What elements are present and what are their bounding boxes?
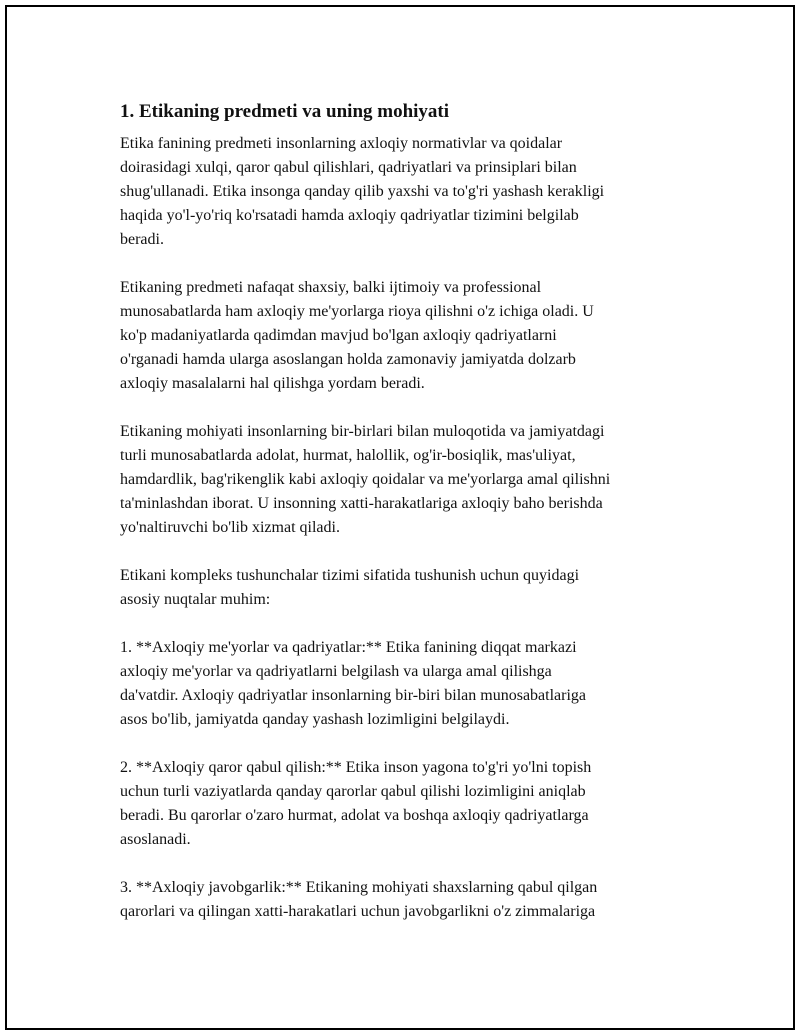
page-frame [5, 5, 795, 1030]
list-item-decision-making: 2. **Axloqiy qaror qabul qilish:** Etika inson yagona to'g'ri yo'lni topish uchun turli vaziyatlarda qanday qarorlar qabul qilishi lozimligini aniqlab beradi. Bu qarorlar o'zaro hurmat, adolat va boshqa axloqiy qadriyatlarga asoslanadi. [120, 759, 592, 848]
list-item-responsibility: 3. **Axloqiy javobgarlik:** Etikaning mohiyati shaxslarning qabul qilgan qarorlari va qilingan xatti-harakatlari uchun javobgarlikni o'z zimmalariga [120, 879, 598, 920]
paragraph-essence: Etikaning mohiyati insonlarning bir-birlari bilan muloqotida va jamiyatdagi turli munosabatlarda adolat, hurmat, halollik, og'ir-bosiqlik, mas'uliyat, hamdardlik, bag'rikenglik kabi axloqiy qoidalar va me'yorlarga amal qilishni ta'minlashdan iborat. U insonning xatti-harakatlariga axloqiy baho berishda yo'naltiruvchi bo'lib xizmat qiladi. [120, 423, 611, 536]
paragraph-key-points-intro: Etikani kompleks tushunchalar tizimi sifatida tushunish uchun quyidagi asosiy nuqtalar muhim: [120, 567, 580, 608]
section-heading: 1. Etikaning predmeti va uning mohiyati [120, 101, 450, 122]
paragraph-subject: Etika fanining predmeti insonlarning axloqiy normativlar va qoidalar doirasidagi xulqi, qaror qabul qilishlari, qadriyatlari va prinsiplari bilan shug'ullanadi. Etika insonga qanday qilib yaxshi va to'g'ri yashash kerakligi haqida yo'l-yo'riq ko'rsatadi hamda axloqiy qadriyatlar tizimini belgilab beradi. [120, 135, 605, 248]
list-item-moral-norms: 1. **Axloqiy me'yorlar va qadriyatlar:** Etika fanining diqqat markazi axloqiy me'yorlar va qadriyatlarni belgilash va ularga amal qilishga da'vatdir. Axloqiy qadriyatlar insonlarning bir-biri bilan munosabatlariga asos bo'lib, jamiyatda qanday yashash lozimligini belgilaydi. [120, 639, 587, 728]
paragraph-scope: Etikaning predmeti nafaqat shaxsiy, balki ijtimoiy va professional munosabatlarda ham axloqiy me'yorlarga rioya qilishni o'z ichiga oladi. U ko'p madaniyatlarda qadimdan mavjud bo'lgan axloqiy qadriyatlarni o'rganadi hamda ularga asoslangan holda zamonaviy jamiyatda dolzarb axloqiy masalalarni hal qilishga yordam beradi. [120, 279, 594, 392]
document-body [120, 99, 700, 948]
